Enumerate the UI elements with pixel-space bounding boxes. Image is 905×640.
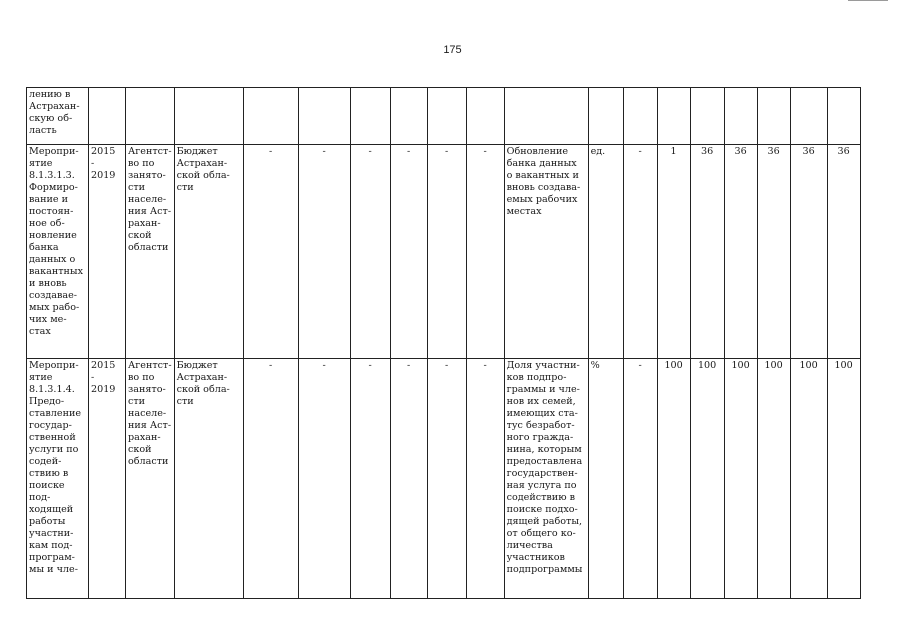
finance-cell: - <box>427 145 466 359</box>
table-row <box>27 359 861 599</box>
unit-cell: ед. <box>588 145 623 359</box>
value-cell <box>827 88 860 145</box>
finance-cell: - <box>390 359 427 599</box>
value-cell: 100 <box>690 359 724 599</box>
executor-cell <box>126 88 175 145</box>
source-cell: Бюджет Астрахан- ской обла- сти <box>174 145 243 359</box>
value-cell: 36 <box>724 145 757 359</box>
years-cell: 2015 - 2019 <box>89 145 126 359</box>
value-cell <box>724 88 757 145</box>
value-cell: 100 <box>790 359 827 599</box>
scan-edge-mark <box>848 0 888 1</box>
executor-cell: Агентст- во по занято- сти населе- ния Аст- рахан- ской области <box>126 145 175 359</box>
value-cell: 36 <box>690 145 724 359</box>
finance-cell: - <box>243 359 298 599</box>
table-row <box>27 145 861 359</box>
finance-cell: - <box>350 359 390 599</box>
finance-cell <box>390 88 427 145</box>
indicator-cell: Обновление банка данных о вакантных и вновь создава- емых рабочих местах <box>504 145 588 359</box>
table-row <box>27 88 861 145</box>
finance-cell <box>298 88 350 145</box>
unit-cell <box>588 88 623 145</box>
source-cell <box>174 88 243 145</box>
executor-cell: Агентст- во по занято- сти населе- ния Аст- рахан- ской области <box>126 359 175 599</box>
indicator-cell <box>504 88 588 145</box>
value-cell <box>657 88 690 145</box>
value-cell <box>790 88 827 145</box>
unit-cell: % <box>588 359 623 599</box>
value-cell: 100 <box>827 359 860 599</box>
measure-cell: Меропри- ятие 8.1.3.1.4. Предо- ставление государ- ственной услуги по содей- ствию в поиске под- ходящей работы участни- кам под- програм- мы и чле- <box>27 359 89 599</box>
indicator-cell: Доля участни- ков подпро- граммы и чле- нов их семей, имеющих ста- тус безработ- ного гражда- нина, которым предоставлена государствен- ная услуга по содействию в поиске подхо- дящей работы, от общего ко- личества участников подпрограммы <box>504 359 588 599</box>
value-cell: 36 <box>790 145 827 359</box>
measure-cell: Меропри- ятие 8.1.3.1.3. Формиро- вание и постоян- ное об- новление банка данных о вакантных и вновь создавае- мых рабо- чих ме- стах <box>27 145 89 359</box>
value-cell: 36 <box>757 145 790 359</box>
value-cell: 100 <box>724 359 757 599</box>
finance-cell <box>427 88 466 145</box>
measure-cell: лению в Астрахан- скую об- ласть <box>27 88 89 145</box>
value-cell: 100 <box>757 359 790 599</box>
source-cell: Бюджет Астрахан- ской обла- сти <box>174 359 243 599</box>
finance-cell <box>466 88 504 145</box>
value-cell: - <box>623 359 657 599</box>
years-cell <box>89 88 126 145</box>
finance-cell <box>243 88 298 145</box>
program-measures-table <box>26 87 861 599</box>
finance-cell: - <box>466 359 504 599</box>
years-cell: 2015 - 2019 <box>89 359 126 599</box>
page-number: 175 <box>443 44 462 56</box>
finance-cell: - <box>298 145 350 359</box>
value-cell: 100 <box>657 359 690 599</box>
value-cell <box>690 88 724 145</box>
finance-cell: - <box>466 145 504 359</box>
value-cell: - <box>623 145 657 359</box>
finance-cell: - <box>243 145 298 359</box>
finance-cell: - <box>350 145 390 359</box>
finance-cell <box>350 88 390 145</box>
value-cell <box>757 88 790 145</box>
finance-cell: - <box>427 359 466 599</box>
finance-cell: - <box>298 359 350 599</box>
value-cell <box>623 88 657 145</box>
value-cell: 36 <box>827 145 860 359</box>
value-cell: 1 <box>657 145 690 359</box>
finance-cell: - <box>390 145 427 359</box>
